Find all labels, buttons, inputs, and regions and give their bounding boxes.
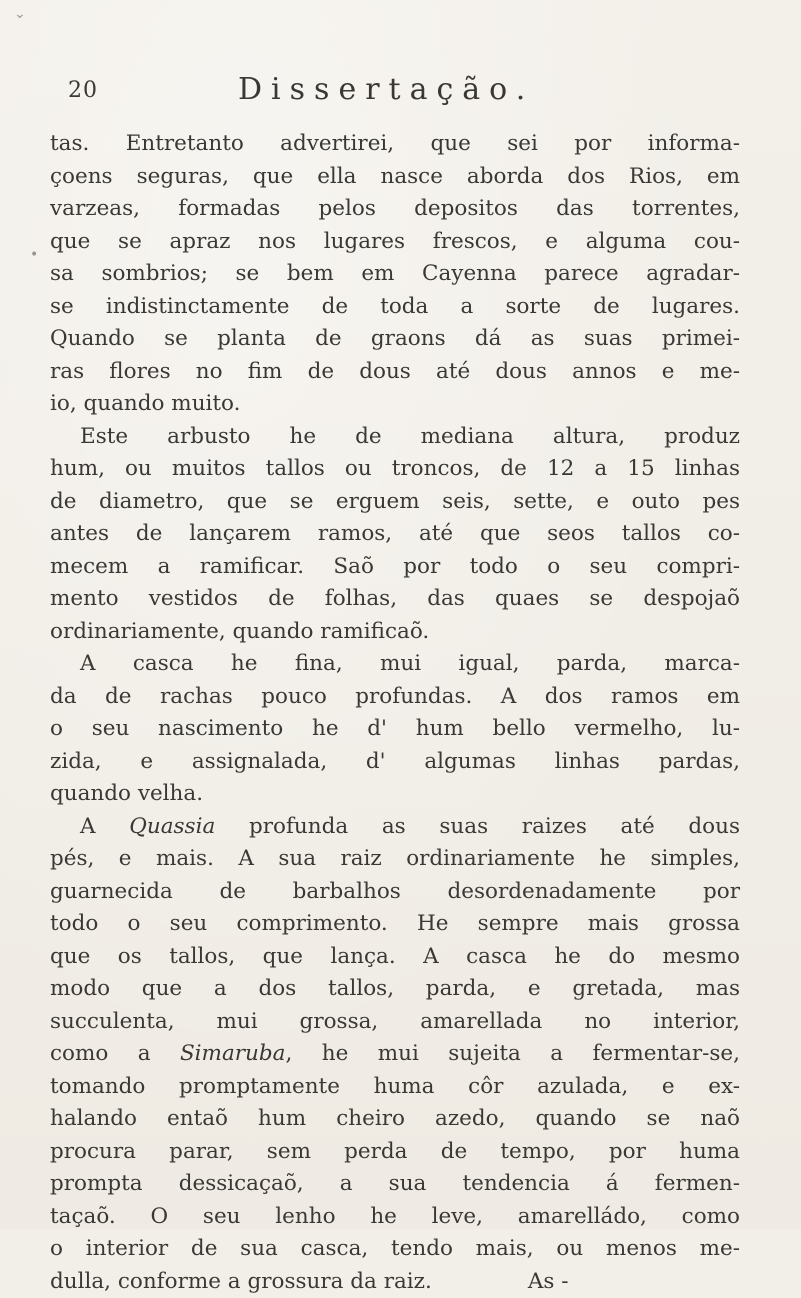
- line-text: dulla, conforme a grossura da raiz.: [50, 1269, 432, 1294]
- italic-term-simaruba: Simaruba: [180, 1041, 286, 1066]
- text-line: halando entaõ hum cheiro azedo, quando se naõ: [50, 1103, 740, 1136]
- line-comma: ,: [285, 1041, 292, 1066]
- line-remainder: profunda as suas raizes até dous: [249, 814, 740, 839]
- catchword: As -: [528, 1266, 569, 1298]
- text-line: todo o seu comprimento. He sempre mais grossa: [50, 908, 740, 941]
- text-line: mento vestidos de folhas, das quaes se despojaõ: [50, 583, 740, 616]
- text-line: ras flores no fim de dous até dous annos e me-: [50, 356, 740, 389]
- text-line: hum, ou muitos tallos ou troncos, de 12 a 15 linhas: [50, 453, 740, 486]
- text-line: mecem a ramificar. Saõ por todo o seu compri-: [50, 551, 740, 584]
- page-header: [40, 66, 740, 106]
- text-line: o interior de sua casca, tendo mais, ou menos me-: [50, 1233, 740, 1266]
- text-line: pés, e mais. A sua raiz ordinariamente he simples,: [50, 843, 740, 876]
- running-head: Dissertação.: [238, 72, 534, 107]
- text-line: tomando promptamente huma côr azulada, e ex-: [50, 1071, 740, 1104]
- text-line: quando velha.: [50, 778, 740, 811]
- line-prefix: como a: [50, 1041, 151, 1066]
- text-line: o seu nascimento he d' hum bello vermelho, lu-: [50, 713, 740, 746]
- paragraph-start-line: [50, 811, 740, 844]
- text-line: zida, e assignalada, d' algumas linhas pardas,: [50, 746, 740, 779]
- text-line: que os tallos, que lança. A casca he do mesmo: [50, 941, 740, 974]
- text-line: se indistinctamente de toda a sorte de lugares.: [50, 291, 740, 324]
- text-line: ordinariamente, quando ramificaõ.: [50, 616, 740, 649]
- text-line: antes de lançarem ramos, até que seos tallos co-: [50, 518, 740, 551]
- corner-mark: ⌄: [14, 6, 26, 22]
- text-line: taçaõ. O seu lenho he leve, amarelládo, como: [50, 1201, 740, 1234]
- text-line: modo que a dos tallos, parda, e gretada, mas: [50, 973, 740, 1006]
- text-line: [50, 1038, 740, 1071]
- body-text: [50, 128, 740, 1298]
- article-prefix: A: [80, 814, 96, 839]
- text-line: procura parar, sem perda de tempo, por huma: [50, 1136, 740, 1169]
- paragraph-start-line: Este arbusto he de mediana altura, produz: [50, 421, 740, 454]
- text-line: que se apraz nos lugares frescos, e alguma cou-: [50, 226, 740, 259]
- line-remainder: he mui sujeita a fermentar-se,: [322, 1041, 740, 1066]
- italic-term-quassia: Quassia: [129, 814, 215, 839]
- text-line: sa sombrios; se bem em Cayenna parece agradar-: [50, 258, 740, 291]
- paragraph-start-line: A casca he fina, mui igual, parda, marca-: [50, 648, 740, 681]
- margin-mark: •: [30, 247, 38, 263]
- text-line: da de rachas pouco profundas. A dos ramos em: [50, 681, 740, 714]
- text-line: guarnecida de barbalhos desordenadamente por: [50, 876, 740, 909]
- text-line: [50, 1266, 740, 1298]
- text-line: tas. Entretanto advertirei, que sei por informa-: [50, 128, 740, 161]
- text-line: varzeas, formadas pelos depositos das torrentes,: [50, 193, 740, 226]
- page-number: 20: [68, 78, 98, 103]
- text-line: succulenta, mui grossa, amarellada no interior,: [50, 1006, 740, 1039]
- text-line: Quando se planta de graons dá as suas primei-: [50, 323, 740, 356]
- text-line: çoens seguras, que ella nasce aborda dos Rios, em: [50, 161, 740, 194]
- text-line: de diametro, que se erguem seis, sette, e outo pes: [50, 486, 740, 519]
- text-line: io, quando muito.: [50, 388, 740, 421]
- text-line: prompta dessicaçaõ, a sua tendencia á fermen-: [50, 1168, 740, 1201]
